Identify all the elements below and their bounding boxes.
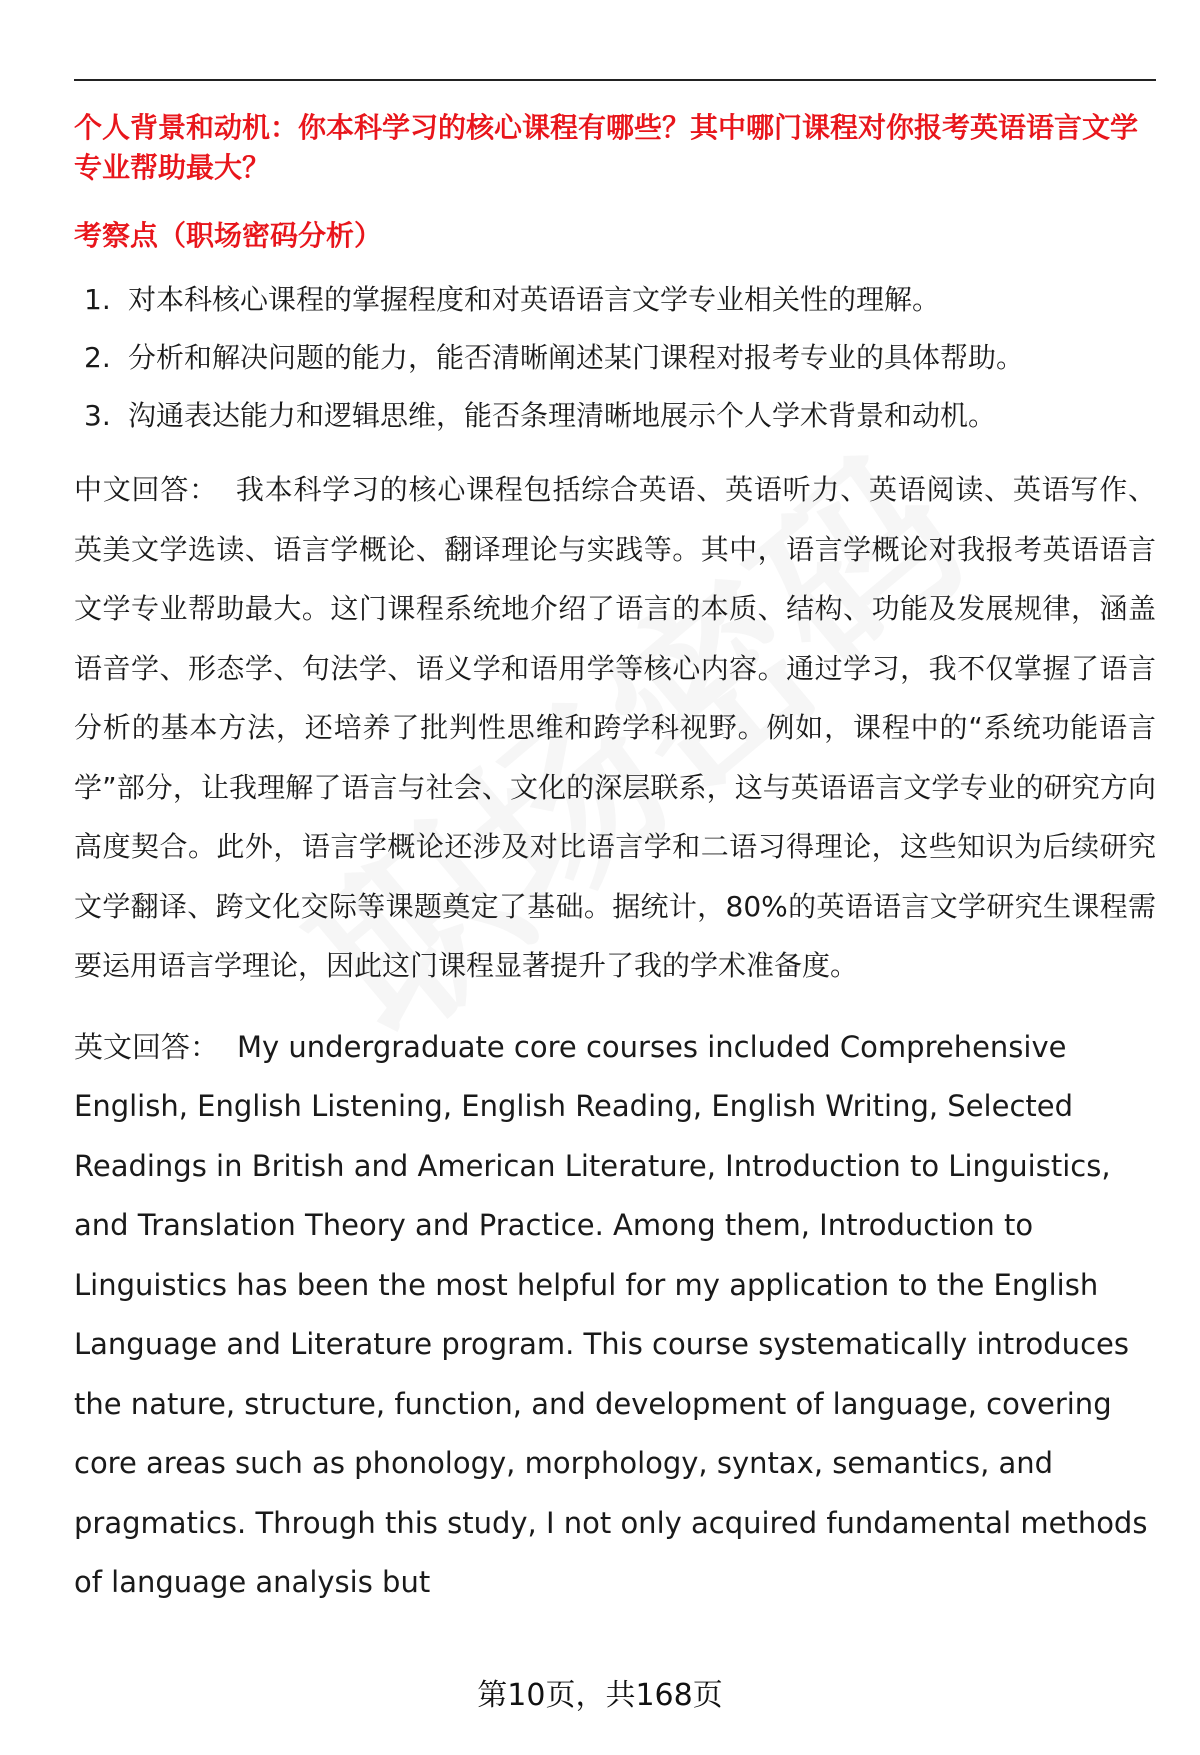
list-item-number: 2. [84, 341, 111, 374]
list-item-number: 3. [84, 399, 111, 432]
english-answer-label: 英文回答： [74, 1029, 220, 1064]
list-item-text: 对本科核心课程的掌握程度和对英语语言文学专业相关性的理解。 [128, 283, 941, 316]
focus-heading: 考察点（职场密码分析） [74, 219, 383, 252]
page-content [74, 108, 1156, 1613]
chinese-answer [74, 460, 1156, 996]
list-item [74, 338, 1156, 378]
list-item-text: 分析和解决问题的能力，能否清晰阐述某门课程对报考专业的具体帮助。 [128, 341, 1025, 374]
question-heading: 个人背景和动机：你本科学习的核心课程有哪些？其中哪门课程对你报考英语语言文学专业帮助最大？ [74, 111, 1139, 184]
list-item-text: 沟通表达能力和逻辑思维，能否条理清晰地展示个人学术背景和动机。 [128, 399, 997, 432]
page-number-footer: 第10页，共168页 [477, 1678, 723, 1713]
english-answer [74, 1018, 1156, 1613]
header-rule [74, 79, 1156, 81]
chinese-answer-text: 我本科学习的核心课程包括综合英语、英语听力、英语阅读、英语写作、英美文学选读、语言学概论、翻译理论与实践等。其中，语言学概论对我报考英语语言文学专业帮助最大。这门课程系统地介绍了语言的本质、结构、功能及发展规律，涵盖语音学、形态学、句法学、语义学和语用学等核心内容。通过学习，我不仅掌握了语言分析的基本方法，还培养了批判性思维和跨学科视野。例如，课程中的“系统功能语言学”部分，让我理解了语言与社会、文化的深层联系，这与英语语言文学专业的研究方向高度契合。此外，语言学概论还涉及对比语言学和二语习得理论，这些知识为后续研究文学翻译、跨文化交际等课题奠定了基础。据统计，80%的英语语言文学研究生课程需要运用语言学理论，因此这门课程显著提升了我的学术准备度。 [74, 473, 1156, 982]
chinese-answer-label: 中文回答： [74, 473, 218, 506]
focus-points-list [74, 280, 1156, 436]
list-item-number: 1. [84, 283, 111, 316]
list-item [74, 396, 1156, 436]
english-answer-text: My undergraduate core courses included Comprehensive English, English Listening, English Reading, English Writing, Selected Readings in British and American Literature, Introduction to Linguistics, and Translation Theory and Practice. Among them, Introduction to Linguistics has been the most helpful for my application to the English Language and Literature program. This course systematically introduces the nature, structure, function, and development of language, covering core areas such as phonology, morphology, syntax, semantics, and pragmatics. Through this study, I not only acquired fundamental methods of language analysis but [74, 1029, 1148, 1599]
list-item [74, 280, 1156, 320]
